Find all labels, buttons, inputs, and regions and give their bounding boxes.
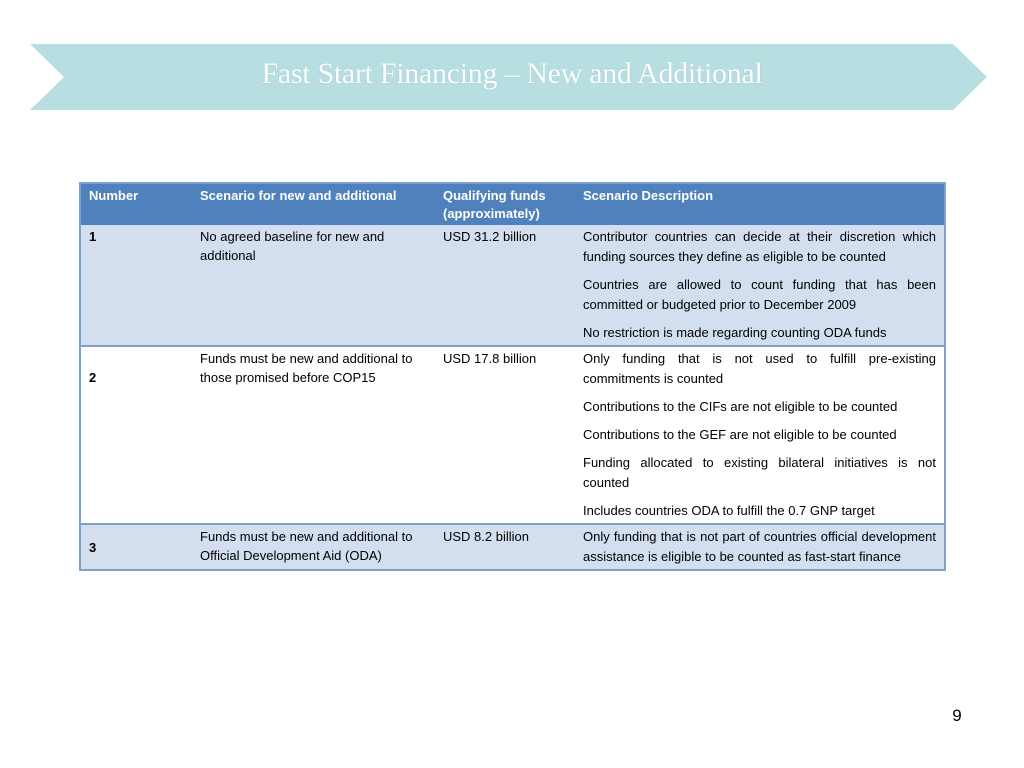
header-qualifying-funds (435, 183, 575, 225)
description-item: Funding allocated to existing bilateral initiatives is not counted (583, 455, 936, 490)
description-item: Only funding that is not used to fulfill pre-existing commitments is counted (583, 351, 936, 386)
table-row (80, 346, 945, 524)
row-number: 2 (80, 346, 192, 524)
description-item: Contributions to the CIFs are not eligible to be counted (583, 399, 898, 414)
row-number: 1 (80, 225, 192, 346)
description-item: Contributions to the GEF are not eligible to be counted (583, 427, 897, 442)
description-item: Contributor countries can decide at their discretion which funding sources they define as eligible to be counted (583, 229, 936, 264)
header-description: Scenario Description (575, 183, 945, 225)
row-descriptions (575, 346, 945, 524)
description-item: Includes countries ODA to fulfill the 0.7 GNP target (583, 503, 875, 518)
row-descriptions (575, 225, 945, 346)
description-item: No restriction is made regarding counting ODA funds (583, 325, 887, 340)
header-number: Number (80, 183, 192, 225)
page-number: 9 (952, 706, 962, 725)
row-descriptions (575, 524, 945, 570)
row-scenario: Funds must be new and additional to Official Development Aid (ODA) (192, 524, 435, 570)
table-row (80, 524, 945, 570)
row-number: 3 (80, 524, 192, 570)
row-funds: USD 17.8 billion (435, 346, 575, 524)
row-scenario: Funds must be new and additional to those promised before COP15 (192, 346, 435, 524)
scenario-table (79, 182, 946, 571)
header-funds-line1: Qualifying funds (443, 188, 546, 203)
description-item: Only funding that is not part of countries official development assistance is eligible to be counted as fast-start finance (583, 529, 936, 564)
slide-title: Fast Start Financing – New and Additional (261, 57, 763, 90)
description-item: Countries are allowed to count funding that has been committed or budgeted prior to December 2009 (583, 277, 936, 312)
title-banner (0, 0, 1024, 120)
table-header-row (80, 183, 945, 225)
table-row (80, 225, 945, 346)
header-scenario: Scenario for new and additional (192, 183, 435, 225)
row-funds: USD 8.2 billion (435, 524, 575, 570)
header-funds-line2: (approximately) (443, 206, 540, 221)
row-funds: USD 31.2 billion (435, 225, 575, 346)
row-scenario: No agreed baseline for new and additional (192, 225, 435, 346)
